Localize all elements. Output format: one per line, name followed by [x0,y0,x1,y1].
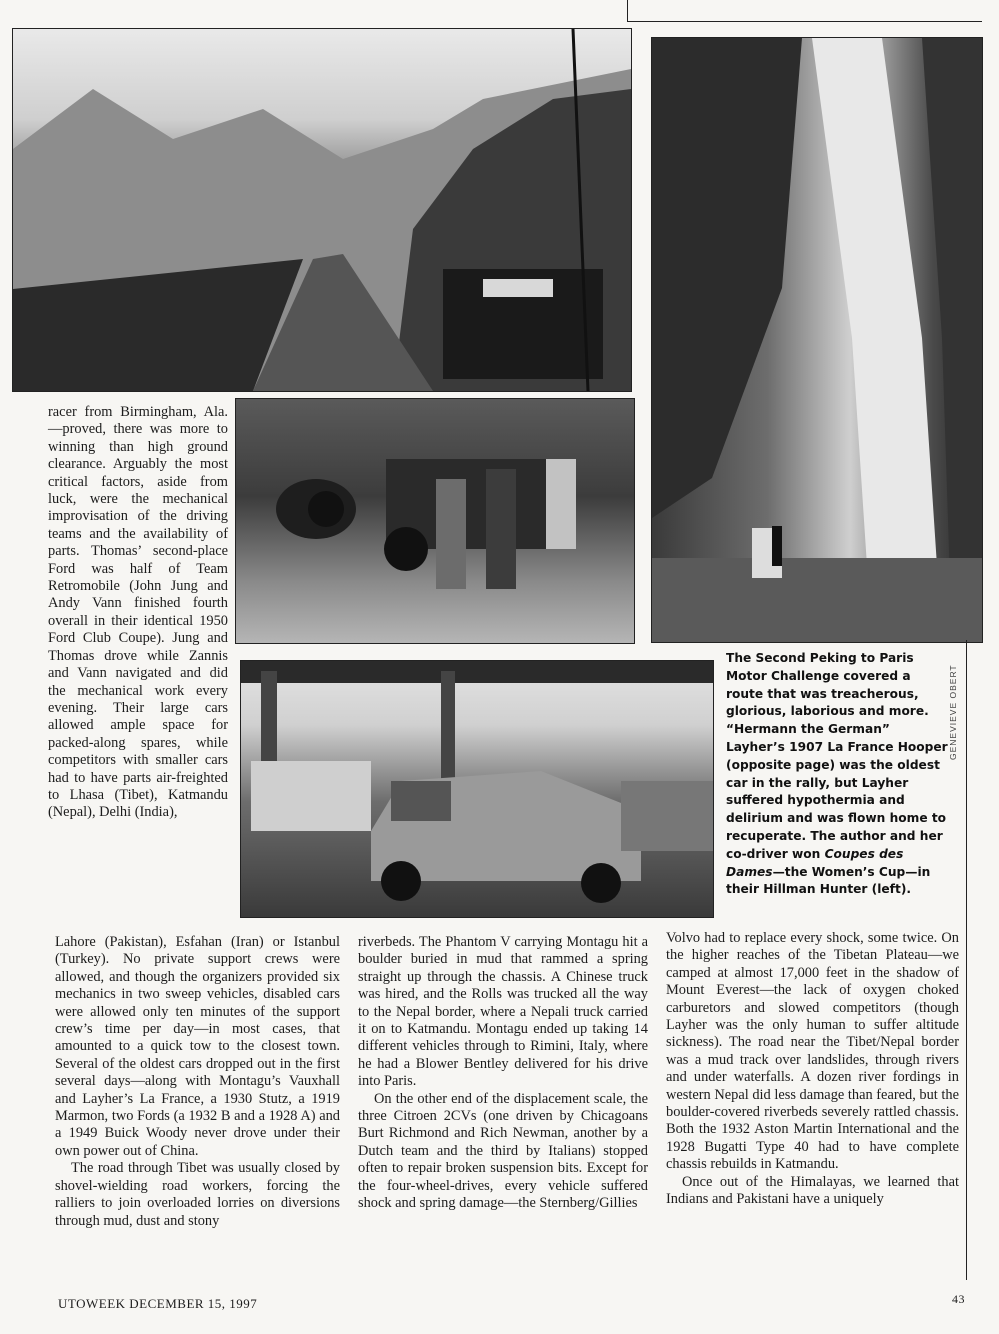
photo-rally-cars [240,660,714,918]
caption-text-end: —the Women’s Cup—in their Hillman Hunter (left). [726,864,931,897]
page-number: 43 [952,1292,965,1306]
footer-publication: UTOWEEK DECEMBER 15, 1997 [58,1296,258,1311]
column-rule [627,21,982,22]
column-3 [666,930,959,1209]
waterfall-illustration [652,38,982,642]
pushing-car-illustration [236,399,634,643]
caption-text: The Second Peking to Paris Motor Challenge covered a route that was treacherous, glorious, laborious and more. “Hermann the German” Layher’s 1907 La France Hooper (opposite page) was the oldest car in the rally, but Layher suffered hypothermia and delirium and was flown home to recuperate. The author and her co-driver won [726,651,948,861]
photo-pushing-car [235,398,635,644]
caption-italic: Coupes des Dames [726,846,904,879]
paragraph: Once out of the Himalayas, we learned that Indians and Pakistani have a uniquely [666,1173,959,1208]
photo-caption [726,650,948,899]
column-1-wide [55,934,340,1230]
paragraph: On the other end of the displacement scale, the three Citroen 2CVs (one driven by Chicagoans Burt Richmond and Rich Newman, another by a Dutch team and the third by Italians) stopped often to repair broken suspension bits. Except for the four-wheel-drives, every vehicle suffered shock and spring damage—the Sternberg/Gillies [358,1090,648,1212]
paragraph: Lahore (Pakistan), Esfahan (Iran) or Istanbul (Turkey). No private support crews were allowed, and though the organizers provided six mechanics in two sweep vehicles, disabled cars were allowed only ten minutes of the support crew’s time per day—in most cases, that amounted to a quick tow to the closest town. Several of the oldest cars dropped out in the first several days—along with Montagu’s Vauxhall and Layher’s La France, a 1930 Stutz, a 1919 Marmon, two Fords (a 1932 B and a 1928 A) and a 1949 Buick Woody never drove under their own power out of China. [55,934,340,1159]
column-rule [627,0,628,22]
mountain-road-illustration [13,29,631,391]
paragraph: riverbeds. The Phantom V carrying Montagu hit a boulder buried in mud that rammed a spring straight up through the chassis. A Chinese truck was hired, and the Rolls was trucked all the way to the Nepal border, where a Nepali truck carried it on to Katmandu. Montagu ended up taking 14 different vehicles through to Rimini, Italy, where he had a Blower Bentley delivered for his drive into Paris. [358,934,648,1090]
column-1-narrow [48,404,228,822]
column-2 [358,934,648,1213]
rally-cars-illustration [241,661,713,917]
paragraph: The road through Tibet was usually closed by shovel-wielding road workers, forcing the ralliers to join overloaded lorries on diversions through mud, dust and stony [55,1160,340,1229]
paragraph: Volvo had to replace every shock, some twice. On the higher reaches of the Tibetan Plateau—we camped at almost 17,000 feet in the shadow of Mount Everest—the lack of oxygen choked carburetors and slowed competitors (though Layher was the only human to suffer altitude sickness). The road near the Tibet/Nepal border was a mud track over landslides, through rivers and under waterfalls. A dozen river fordings in western Nepal did less damage than feared, but the boulder-covered riverbeds severely rattled chassis. Both the 1932 Aston Martin International and the 1928 Bugatti Type 40 had to have complete chassis rebuilds in Katmandu. [666,930,959,1173]
photo-mountain-road [12,28,632,392]
photo-waterfall [651,37,983,643]
photo-credit: GENEVIEVE OBERT [948,664,958,760]
paragraph: racer from Birmingham, Ala.—proved, there was more to winning than high ground clearance. Arguably the most critical factors, aside from luck, were the mechanical improvisation of the driving teams and the availability of parts. Thomas’ second-place Ford was half of Team Retromobile (John Jung and Andy Vann finished fourth overall in their identical 1950 Ford Club Coupe). Jung and Thomas drove while Zannis and Vann navigated and did the mechanical work every evening. Their large cars allowed ample space for packed-along spares, while competitors with smaller cars had to have parts air-freighted to Lhasa (Tibet), Katmandu (Nepal), Delhi (India), [48,404,228,821]
column-rule [966,640,967,1280]
